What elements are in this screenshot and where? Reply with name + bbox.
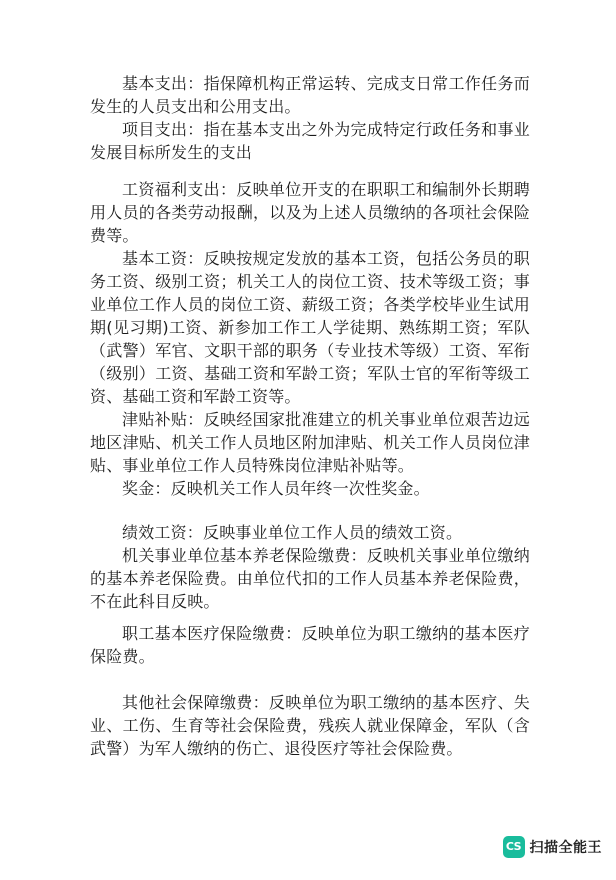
paragraph-other-social-security: 其他社会保障缴费：反映单位为职工缴纳的基本医疗、失业、工伤、生育等社会保险费，残疾人就业保障金，军队（含武警）为军人缴纳的伤亡、退役医疗等社会保险费。: [90, 693, 530, 758]
camscanner-logo-icon: CS: [503, 836, 525, 858]
watermark-label: 扫描全能王: [529, 840, 602, 856]
paragraph-basic-salary: 基本工资：反映按规定发放的基本工资，包括公务员的职务工资、级别工资；机关工人的岗位工资、技术等级工资；事业单位工作人员的岗位工资、薪级工资；各类学校毕业生试用期(见习期)工资、新参加工作工人学徒期、熟练期工资；军队（武警）军官、文职干部的职务（专业技术等级）工资、军衔（级别）工资、基础工资和军龄工资；军队士官的军衔等级工资、基础工资和军龄工资等。: [90, 249, 530, 406]
scanner-watermark: [503, 836, 603, 858]
paragraph-medical-insurance: 职工基本医疗保险缴费：反映单位为职工缴纳的基本医疗保险费。: [90, 624, 530, 666]
paragraph-pension-insurance: 机关事业单位基本养老保险缴费：反映机关事业单位缴纳的基本养老保险费。由单位代扣的工作人员基本养老保险费，不在此科目反映。: [90, 546, 530, 611]
paragraph-bonus: 奖金：反映机关工作人员年终一次性奖金。: [122, 479, 430, 498]
paragraph-allowance: 津贴补贴：反映经国家批准建立的机关事业单位艰苦边远地区津贴、机关工作人员地区附加津贴、机关工作人员岗位津贴、事业单位工作人员特殊岗位津贴补贴等。: [90, 410, 530, 475]
paragraph-performance-pay: 绩效工资：反映事业单位工作人员的绩效工资。: [122, 523, 463, 542]
paragraph-basic-expenditure: 基本支出：指保障机构正常运转、完成支日常工作任务而发生的人员支出和公用支出。: [90, 74, 530, 116]
paragraph-project-expenditure: 项目支出：指在基本支出之外为完成特定行政任务和事业发展目标所发生的支出: [90, 120, 530, 162]
paragraph-wage-welfare: 工资福利支出：反映单位开支的在职职工和编制外长期聘用人员的各类劳动报酬，以及为上述人员缴纳的各项社会保险费等。: [90, 180, 530, 245]
